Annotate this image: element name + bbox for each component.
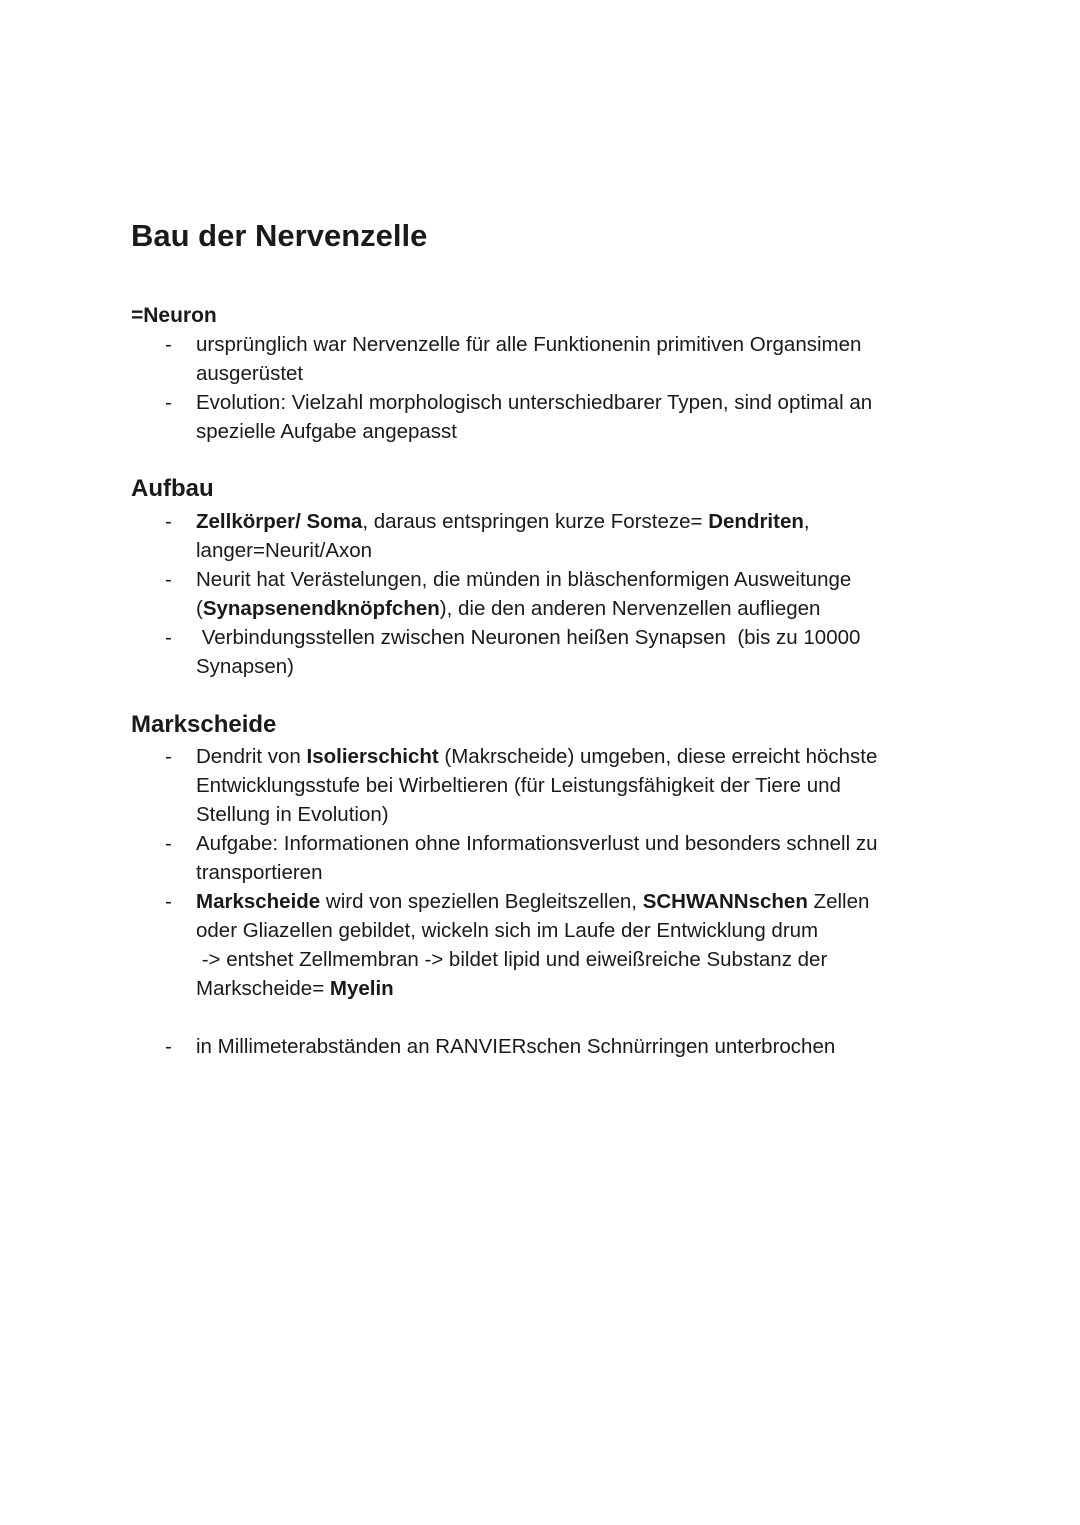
- dash-bullet: -: [165, 832, 172, 855]
- dash-bullet: -: [165, 745, 172, 768]
- dash-bullet: -: [165, 568, 172, 591]
- text-line: [196, 742, 931, 771]
- list-item: [131, 330, 931, 388]
- text-line: [196, 594, 931, 623]
- list-item: [131, 887, 931, 1003]
- text-line: Neurit hat Verästelungen, die münden in bläschenformigen Ausweitunge: [196, 568, 852, 591]
- text-line: Entwicklungsstufe bei Wirbeltieren (für Leistungsfähigkeit der Tiere und: [196, 774, 841, 797]
- aufbau-list: [131, 507, 931, 681]
- text-line: Synapsen): [196, 655, 295, 678]
- text-span: ,: [803, 510, 810, 533]
- text-span: (Makrscheide) umgeben, diese erreicht höchste: [438, 745, 878, 768]
- text-line: in Millimeterabständen an RANVIERschen Schnürringen unterbrochen: [196, 1035, 836, 1058]
- bold-term: SCHWANNschen: [642, 890, 808, 913]
- bold-term: Isolierschicht: [306, 745, 439, 768]
- list-item: [131, 388, 931, 446]
- text-span: Dendrit von: [196, 745, 307, 768]
- text-line: spezielle Aufgabe angepasst: [196, 420, 458, 443]
- bold-term: Zellkörper/ Soma: [196, 510, 363, 533]
- dash-bullet: -: [165, 890, 172, 913]
- text-span: (: [196, 597, 203, 620]
- markscheide-heading: Markscheide: [131, 711, 277, 738]
- text-line: Evolution: Vielzahl morphologisch unterschiedbarer Typen, sind optimal an: [196, 391, 873, 414]
- markscheide-list: [131, 742, 931, 1061]
- text-line: [196, 974, 931, 1003]
- text-line: transportieren: [196, 861, 323, 884]
- text-line: [196, 887, 931, 916]
- text-line: [196, 507, 931, 536]
- dash-bullet: -: [165, 510, 172, 533]
- neuron-list: [131, 330, 931, 446]
- dash-bullet: -: [165, 1035, 172, 1058]
- list-item: [131, 1032, 931, 1061]
- page-title: Bau der Nervenzelle: [131, 218, 428, 253]
- bold-term: Myelin: [329, 977, 394, 1000]
- aufbau-heading: Aufbau: [131, 475, 214, 502]
- neuron-heading: =Neuron: [131, 304, 217, 327]
- text-line: ausgerüstet: [196, 362, 304, 385]
- list-item: [131, 829, 931, 887]
- list-item: [131, 507, 931, 565]
- text-line: -> entshet Zellmembran -> bildet lipid und eiweißreiche Substanz der: [196, 948, 828, 971]
- bold-term: Synapsenendknöpfchen: [202, 597, 440, 620]
- text-span: Markscheide=: [196, 977, 330, 1000]
- list-item: [131, 565, 931, 623]
- list-item: [131, 623, 931, 681]
- text-line: Aufgabe: Informationen ohne Informationsverlust und besonders schnell zu: [196, 832, 878, 855]
- text-line: Stellung in Evolution): [196, 803, 389, 826]
- dash-bullet: -: [165, 333, 172, 356]
- text-line: langer=Neurit/Axon: [196, 539, 373, 562]
- text-span: Zellen: [807, 890, 870, 913]
- text-line: oder Gliazellen gebildet, wickeln sich im Laufe der Entwicklung drum: [196, 919, 819, 942]
- text-span: , daraus entspringen kurze Forsteze=: [362, 510, 709, 533]
- text-span: wird von speziellen Begleitszellen,: [320, 890, 643, 913]
- text-span: ), die den anderen Nervenzellen aufliegen: [439, 597, 821, 620]
- text-line: Verbindungsstellen zwischen Neuronen heißen Synapsen (bis zu 10000: [196, 626, 861, 649]
- list-item: [131, 742, 931, 829]
- text-line: ursprünglich war Nervenzelle für alle Funktionenin primitiven Organsimen: [196, 333, 862, 356]
- dash-bullet: -: [165, 391, 172, 414]
- bold-term: Dendriten: [708, 510, 804, 533]
- dash-bullet: -: [165, 626, 172, 649]
- bold-term: Markscheide: [196, 890, 321, 913]
